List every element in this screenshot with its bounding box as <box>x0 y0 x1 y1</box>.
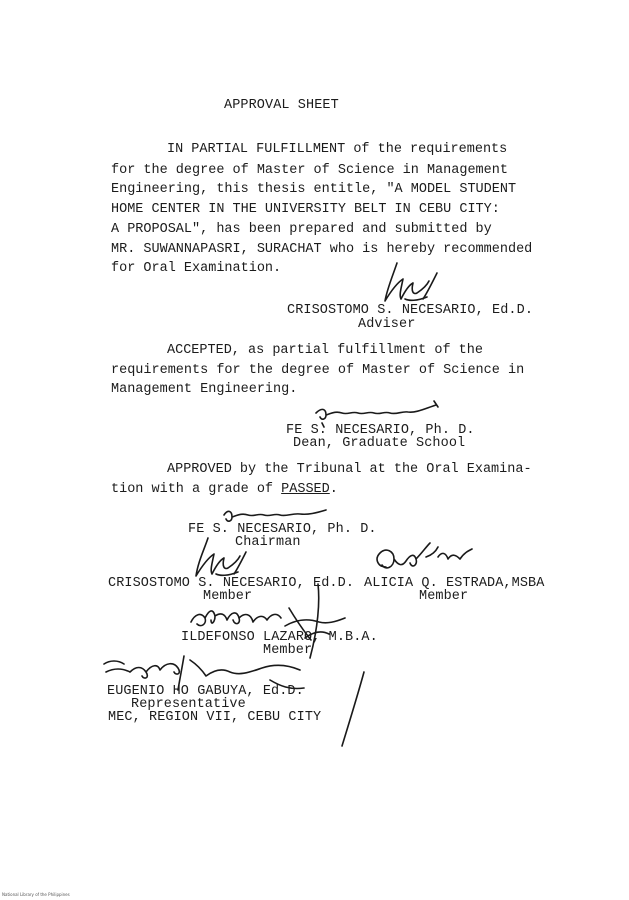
member1-name: CRISOSTOMO S. NECESARIO, Ed.D. <box>108 576 355 591</box>
paragraph-line <box>111 482 338 497</box>
grade-prefix: tion with a grade of <box>111 482 282 497</box>
member1-role: Member <box>203 589 253 604</box>
representative-role: Representative <box>131 697 246 712</box>
paragraph-line: HOME CENTER IN THE UNIVERSITY BELT IN CEBU CITY: <box>111 202 500 217</box>
chairman-name: FE S. NECESARIO, Ph. D. <box>188 522 377 537</box>
representative-office: MEC, REGION VII, CEBU CITY <box>108 710 322 725</box>
chairman-role: Chairman <box>235 535 301 550</box>
page-title: APPROVAL SHEET <box>224 98 339 113</box>
dean-name: FE S. NECESARIO, Ph. D. <box>286 423 475 438</box>
paragraph-line: A PROPOSAL", has been prepared and submitted by <box>111 222 492 237</box>
scan-footer: National Library of the Philippines <box>2 892 70 897</box>
trailing-stroke <box>338 670 368 750</box>
paragraph-line: Engineering, this thesis entitle, "A MODEL STUDENT <box>111 182 517 197</box>
paragraph-line: ACCEPTED, as partial fulfillment of the <box>167 343 483 358</box>
member3-role: Member <box>263 643 313 658</box>
paragraph-line: Management Engineering. <box>111 382 298 397</box>
representative-name: EUGENIO HO GABUYA, Ed.D. <box>107 684 304 699</box>
paragraph-line: MR. SUWANNAPASRI, SURACHAT who is hereby recommended <box>111 242 533 257</box>
paragraph-line: for Oral Examination. <box>111 261 282 276</box>
member2-role: Member <box>419 589 469 604</box>
paragraph-line: for the degree of Master of Science in Management <box>111 163 508 178</box>
adviser-role: Adviser <box>358 317 416 332</box>
paragraph-line: APPROVED by the Tribunal at the Oral Examina- <box>167 462 532 477</box>
grade-value: PASSED <box>281 482 330 497</box>
paragraph-line: IN PARTIAL FULFILLMENT of the requirements <box>167 142 508 157</box>
adviser-name: CRISOSTOMO S. NECESARIO, Ed.D. <box>287 303 534 318</box>
paragraph-line: requirements for the degree of Master of Science in <box>111 363 525 378</box>
grade-suffix: . <box>329 482 338 497</box>
member2-name: ALICIA Q. ESTRADA,MSBA <box>364 576 545 591</box>
dean-role: Dean, Graduate School <box>293 436 466 451</box>
member3-name: ILDEFONSO LAZARO, M.B.A. <box>181 630 378 645</box>
